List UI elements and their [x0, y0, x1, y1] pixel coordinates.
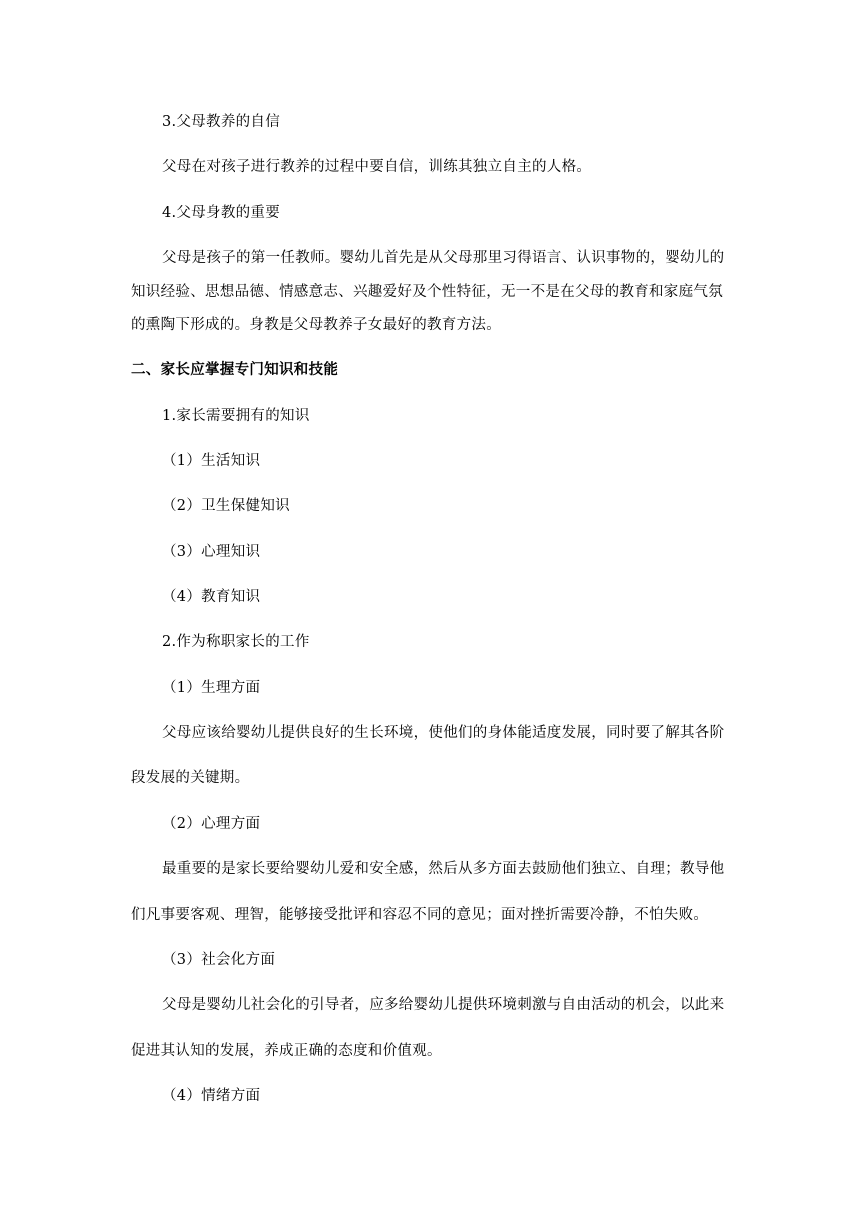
section-heading-2: 二、家长应掌握专门知识和技能 [131, 362, 339, 378]
work-3-line-2: 促进其认知的发展，养成正确的态度和价值观。 [131, 1043, 442, 1059]
knowledge-item-4: （4）教育知识 [162, 589, 261, 605]
section-3-paragraph: 父母在对孩子进行教养的过程中要自信，训练其独立自主的人格。 [162, 159, 592, 175]
section-4-paragraph-line-1: 父母是孩子的第一任教师。婴幼儿首先是从父母那里习得语言、认识事物的，婴幼儿的 [162, 250, 725, 266]
section-4-paragraph-line-2: 知识经验、思想品德、情感意志、兴趣爱好及个性特征，无一不是在父母的教育和家庭气氛 [131, 284, 723, 300]
section-3-title: 3.父母教养的自信 [162, 114, 281, 130]
work-4-title: （4）情绪方面 [162, 1088, 261, 1104]
work-3-title: （3）社会化方面 [162, 952, 276, 968]
work-2-line-2: 们凡事要客观、理智，能够接受批评和容忍不同的意见；面对挫折需要冷静，不怕失败。 [131, 907, 709, 923]
section-4-paragraph-line-3: 的熏陶下形成的。身教是父母教养子女最好的教育方法。 [131, 317, 501, 333]
work-3-line-1: 父母是婴幼儿社会化的引导者，应多给婴幼儿提供环境刺激与自由活动的机会，以此来 [162, 997, 725, 1013]
knowledge-item-3: （3）心理知识 [162, 544, 261, 560]
work-title: 2.作为称职家长的工作 [162, 634, 310, 650]
work-1-line-1: 父母应该给婴幼儿提供良好的生长环境，使他们的身体能适度发展，同时要了解其各阶 [162, 725, 725, 741]
section-4-title: 4.父母身教的重要 [162, 205, 281, 221]
work-2-line-1: 最重要的是家长要给婴幼儿爱和安全感，然后从多方面去鼓励他们独立、自理；教导他 [162, 861, 725, 877]
knowledge-item-2: （2）卫生保健知识 [162, 498, 290, 514]
knowledge-title: 1.家长需要拥有的知识 [162, 408, 310, 424]
work-1-title: （1）生理方面 [162, 680, 261, 696]
work-1-line-2: 段发展的关键期。 [131, 770, 250, 786]
work-2-title: （2）心理方面 [162, 816, 261, 832]
knowledge-item-1: （1）生活知识 [162, 453, 261, 469]
